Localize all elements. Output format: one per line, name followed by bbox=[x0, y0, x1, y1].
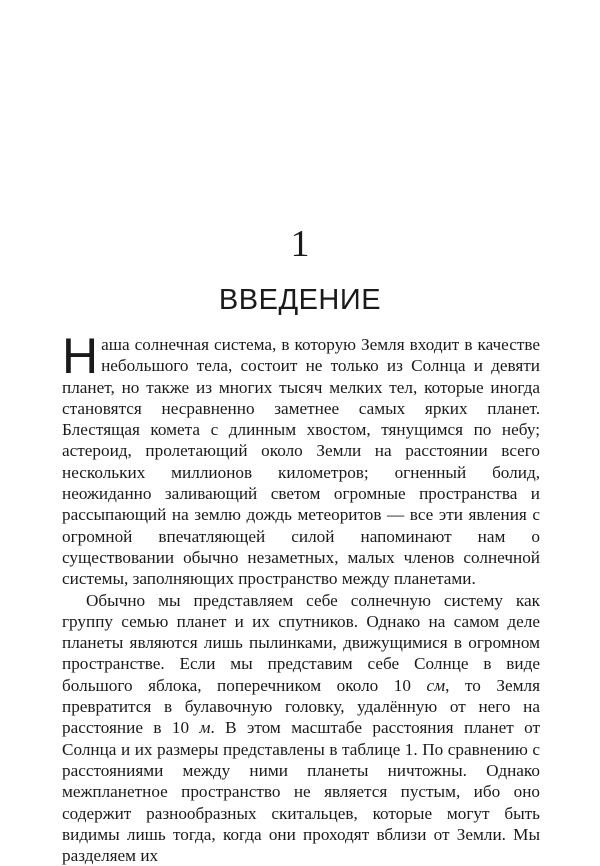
chapter-number: 1 bbox=[290, 223, 310, 265]
unit-m: м bbox=[199, 718, 211, 738]
paragraph-scale bbox=[62, 590, 540, 866]
chapter-title: ВВЕДЕНИЕ bbox=[218, 284, 382, 316]
paragraph-scale-part1: Обычно мы представляем себе солнечную систему как группу семью планет и их спутников. Однако на самом деле планеты являются лишь пылинками, движущимися в огромном пространстве. Если мы представим себе Солнце в виде большого яблока, поперечником около 10 bbox=[62, 590, 540, 695]
body-text bbox=[62, 328, 541, 866]
paragraph-scale-part3: . В этом масштабе расстояния планет от Солнца и их размеры представлены в таблице 1. По сравнению с расстояниями между ними планеты ничтожны. Однако межпланетное пространство не является пустым, ибо оно содержит разнообразных скитальцев, которые могут быть видимы лишь тогда, когда они проходят вблизи от Земли. Мы разделяем их bbox=[62, 718, 541, 866]
drop-cap: Н bbox=[62, 328, 99, 384]
paragraph-intro bbox=[62, 328, 540, 590]
paragraph-intro-text: аша солнечная система, в которую Земля входит в качестве небольшого тела, состоит не только из Солнца и девяти планет, но также из многих тысяч мелких тел, которые иногда становятся несравненно заметнее самых ярких планет. Блестящая комета с длинным хвостом, тянущимся по небу; астероид, пролетающий около Земли на расстоянии всего нескольких миллионов километров; огненный болид, неожиданно заливающий светом огромные пространства и рассыпающий на землю дождь метеоритов — все эти явления с огромной впечатляющей силой напоминают нам о существовании обычно незаметных, малых членов солнечной системы, заполняющих пространство между планетами. bbox=[62, 335, 540, 589]
unit-cm: см bbox=[426, 675, 446, 695]
paragraph-scale-part2: , то Земля превратится в булавочную головку, удалённую от него на расстояние в 10 bbox=[62, 675, 540, 738]
